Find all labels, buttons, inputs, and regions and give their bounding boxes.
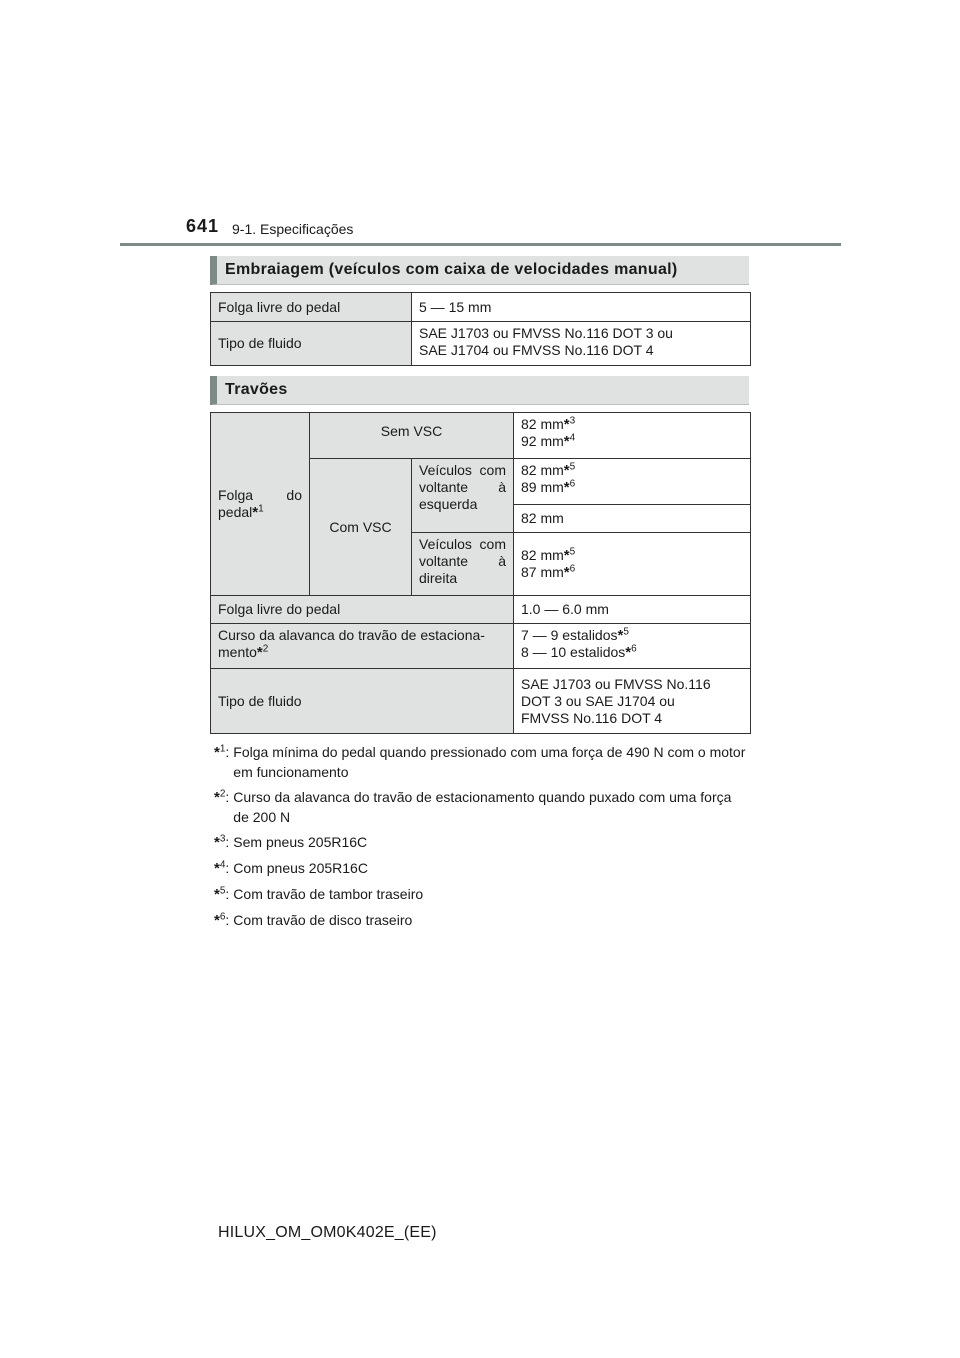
footnote-mark: 5 xyxy=(219,885,226,897)
label-word: à xyxy=(498,553,506,569)
footnote: *$^6$: Com travão de disco traseiro xyxy=(214,911,413,929)
fluid-value xyxy=(514,669,751,734)
lever-label-line: mento xyxy=(218,644,257,660)
label-word: com xyxy=(479,462,506,478)
rhd-value: 82 mm*$^5$ 87 mm*$^6$ xyxy=(514,533,751,596)
no-vsc-value: 82 mm*$^3$ 92 mm*$^4$ xyxy=(514,413,751,459)
fluid-line: SAE J1703 ou FMVSS No.116 xyxy=(521,675,711,692)
clutch-table xyxy=(210,292,751,366)
pedal-label-word: Folga xyxy=(218,487,254,503)
label-word: direita xyxy=(419,570,458,586)
table-row xyxy=(211,413,751,459)
value-text: 82 mm xyxy=(521,547,564,563)
footnote: *$^3$: Sem pneus 205R16C xyxy=(214,833,368,851)
footnote-mark: 2 xyxy=(219,788,226,800)
footnote-ref: 2 xyxy=(262,643,269,655)
label-word: voltante xyxy=(419,553,469,569)
brakes-table xyxy=(210,412,751,734)
value-text: 92 mm xyxy=(521,433,564,449)
lhd-value: 82 mm*$^5$ 89 mm*$^6$ xyxy=(514,459,751,505)
footnote-ref: 6 xyxy=(569,563,576,575)
footnote-text: Com travão de tambor traseiro xyxy=(233,886,424,902)
free-play-value: 1.0 — 6.0 mm xyxy=(514,596,751,624)
footnotes xyxy=(214,742,750,936)
pedal-label-word: do xyxy=(286,487,302,503)
fluid-label: Tipo de fluido xyxy=(211,669,514,734)
table-row xyxy=(211,293,751,322)
footnote-mark: 3 xyxy=(219,833,226,845)
footnote-mark: 4 xyxy=(219,859,226,871)
footnote-ref: 6 xyxy=(631,643,637,655)
footnote-text: Com travão de disco traseiro xyxy=(233,912,413,928)
value-text: 7 — 9 estalidos xyxy=(521,627,618,643)
footnote: *$^1$: Folga mínima do pedal quando pressionado com uma força de 490 N com o motor em funcionamento xyxy=(214,742,750,782)
footnote: *$^5$: Com travão de tambor traseiro xyxy=(214,885,424,903)
clutch-fluid-value xyxy=(412,322,751,366)
footnote-ref: 5 xyxy=(569,461,576,473)
pedal-label: Folga do pedal*$^1$ xyxy=(211,413,310,596)
clutch-heading: Embraiagem (veículos com caixa de velocidades manual) xyxy=(210,256,749,285)
clutch-fluid-line: SAE J1703 ou FMVSS No.116 DOT 3 ou xyxy=(419,325,673,341)
lhd-value-alt: 82 mm xyxy=(514,505,751,533)
clutch-free-play-label: Folga livre do pedal xyxy=(211,293,412,322)
footnote-ref: 3 xyxy=(569,415,576,427)
no-vsc-label: Sem VSC xyxy=(310,413,514,459)
section-title: 9-1. Especificações xyxy=(232,221,354,237)
header-rule xyxy=(120,243,841,246)
clutch-fluid-label: Tipo de fluido xyxy=(211,322,412,366)
free-play-label: Folga livre do pedal xyxy=(211,596,514,624)
brakes-heading: Travões xyxy=(210,376,749,405)
value-text: 8 — 10 estalidos xyxy=(521,644,626,660)
fluid-line: FMVSS No.116 DOT 4 xyxy=(521,709,663,726)
lever-label: Curso da alavanca do travão de estaciona- mento*$^2$ xyxy=(211,624,514,669)
rhd-label xyxy=(412,533,514,596)
value-text: 89 mm xyxy=(521,479,564,495)
footnote-text: Curso da alavanca do travão de estacionamento quando puxado com uma força de 200 N xyxy=(233,789,732,825)
value-text: 82 mm xyxy=(521,416,564,432)
page-number: 641 xyxy=(186,216,220,236)
lhd-label xyxy=(412,459,514,533)
label-word: Veículos xyxy=(419,536,472,552)
footnote-text: Folga mínima do pedal quando pressionado com uma força de 490 N com o motor em funcionamento xyxy=(233,744,746,780)
table-row xyxy=(211,322,751,366)
footnote-text: Sem pneus 205R16C xyxy=(233,834,368,850)
pedal-label-word: pedal xyxy=(218,504,253,520)
document-code: HILUX_OM_OM0K402E_(EE) xyxy=(218,1224,437,1241)
table-row xyxy=(211,596,751,624)
footnote-text: Com pneus 205R16C xyxy=(233,860,368,876)
label-word: Veículos xyxy=(419,462,472,478)
label-word: com xyxy=(479,536,506,552)
footnote-ref: 5 xyxy=(569,546,576,558)
footnote: *$^4$: Com pneus 205R16C xyxy=(214,859,368,877)
lever-label-line: Curso da alavanca do travão de estaciona- xyxy=(218,627,485,643)
footnote-mark: 6 xyxy=(219,911,226,923)
value-text: 87 mm xyxy=(521,564,564,580)
footnote-ref: 6 xyxy=(569,478,576,490)
footnote-ref: 5 xyxy=(623,626,629,638)
table-row xyxy=(211,624,751,669)
label-word: voltante xyxy=(419,479,469,495)
lever-value: 7 — 9 estalidos*$^5$ 8 — 10 estalidos*$^6$ xyxy=(514,624,751,669)
with-vsc-label: Com VSC xyxy=(310,459,412,596)
label-word: esquerda xyxy=(419,496,478,512)
footnote-mark: 1 xyxy=(219,743,226,755)
footnote: *$^2$: Curso da alavanca do travão de estacionamento quando puxado com uma força de 200 N xyxy=(214,787,750,827)
fluid-line: DOT 3 ou SAE J1704 ou xyxy=(521,692,675,709)
clutch-free-play-value: 5 — 15 mm xyxy=(412,293,751,322)
label-word: à xyxy=(498,479,506,495)
clutch-fluid-line: SAE J1704 ou FMVSS No.116 DOT 4 xyxy=(419,342,654,358)
footnote-ref: 1 xyxy=(258,503,264,515)
value-text: 82 mm xyxy=(521,462,564,478)
footnote-ref: 4 xyxy=(569,432,576,444)
table-row xyxy=(211,669,751,734)
